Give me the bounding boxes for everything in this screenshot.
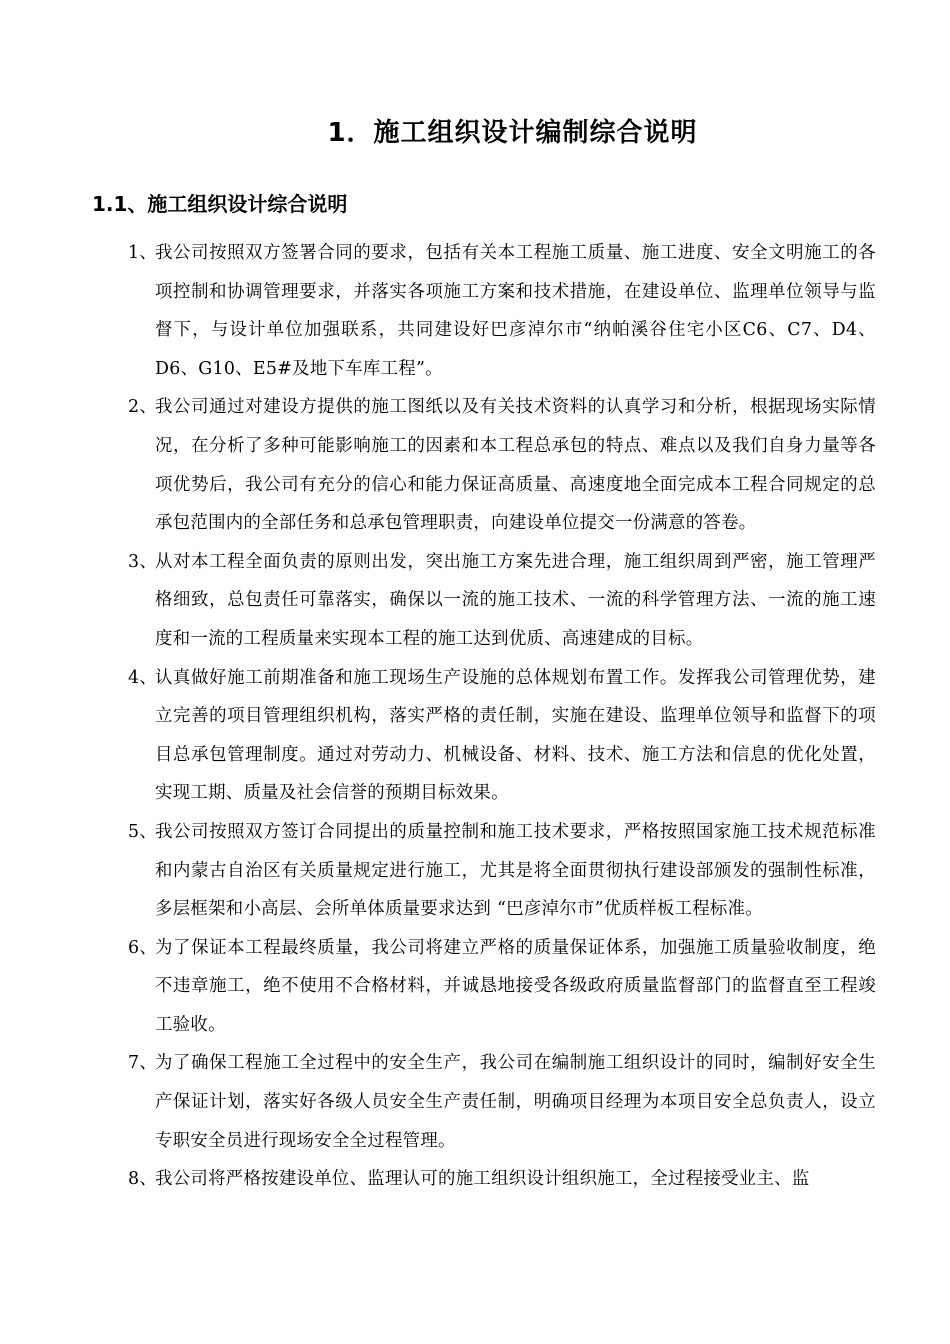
list-item-number: 4、 xyxy=(128,667,158,688)
list-item-text: 从对本工程全面负责的原则出发，突出施工方案先进合理，施工组织周到严密，施工管理严格细致，总包责任可靠落实，确保以一流的施工技术、一流的科学管理方法、一流的施工速度和一流的工程质量来实现本工程的施工达到优质、高速建成的目标。 xyxy=(155,551,876,649)
list-item xyxy=(128,234,876,388)
list-item-text: 我公司按照双方签署合同的要求，包括有关本工程施工质量、施工进度、安全文明施工的各项控制和协调管理要求，并落实各项施工方案和技术措施，在建设单位、监理单位领导与监督下，与设计单位加强联系，共同建设好巴彦淖尔市“纳帕溪谷住宅小区C6、C7、D4、D6、G10、E5#及地下车库工程”。 xyxy=(155,243,876,379)
list-item xyxy=(128,929,876,1045)
list-item-number: 5、 xyxy=(128,821,158,842)
list-item-number: 8、 xyxy=(128,1169,158,1190)
list-item-number: 2、 xyxy=(128,397,158,418)
list-item-text: 我公司按照双方签订合同提出的质量控制和施工技术要求，严格按照国家施工技术规范标准和内蒙古自治区有关质量规定进行施工，尤其是将全面贯彻执行建设部颁发的强制性标准，多层框架和小高层、会所单体质量要求达到 “巴彦淖尔市”优质样板工程标准。 xyxy=(155,821,876,920)
numbered-paragraph-list xyxy=(128,234,876,1199)
list-item xyxy=(128,1160,876,1199)
list-item xyxy=(128,659,876,813)
list-item-number: 6、 xyxy=(128,937,158,958)
list-item xyxy=(128,543,876,659)
list-item-text: 为了保证本工程最终质量，我公司将建立严格的质量保证体系，加强施工质量验收制度，绝不违章施工，绝不使用不合格材料，并诚恳地接受各级政府质量监督部门的监督直至工程竣工验收。 xyxy=(155,937,876,1035)
list-item-text: 我公司将严格按建设单位、监理认可的施工组织设计组织施工，全过程接受业主、监 xyxy=(155,1169,810,1190)
list-item xyxy=(128,1044,876,1160)
list-item xyxy=(128,388,876,542)
list-item-number: 7、 xyxy=(128,1053,158,1074)
list-item-text: 认真做好施工前期准备和施工现场生产设施的总体规划布置工作。发挥我公司管理优势，建立完善的项目管理组织机构，落实严格的责任制，实施在建设、监理单位领导和监督下的项目总承包管理制度。通过对劳动力、机械设备、材料、技术、施工方法和信息的优化处置，实现工期、质量及社会信誉的预期目标效果。 xyxy=(155,667,876,804)
list-item-number: 1、 xyxy=(128,243,158,263)
list-item xyxy=(128,813,876,929)
list-item-text: 为了确保工程施工全过程中的安全生产，我公司在编制施工组织设计的同时，编制好安全生产保证计划，落实好各级人员安全生产责任制，明确项目经理为本项目安全总负责人，设立专职安全员进行现场安全全过程管理。 xyxy=(155,1053,876,1151)
list-item-text: 我公司通过对建设方提供的施工图纸以及有关技术资料的认真学习和分析，根据现场实际情况，在分析了多种可能影响施工的因素和本工程总承包的特点、难点以及我们自身力量等各项优势后，我公司有充分的信心和能力保证高质量、高速度地全面完成本工程合同规定的总承包范围内的全部任务和总承包管理职责，向建设单位提交一份满意的答卷。 xyxy=(155,397,876,534)
document-title: 1．施工组织设计编制综合说明 xyxy=(327,118,698,148)
section-heading: 1.1、施工组织设计综合说明 xyxy=(92,192,348,216)
list-item-number: 3、 xyxy=(128,551,158,572)
